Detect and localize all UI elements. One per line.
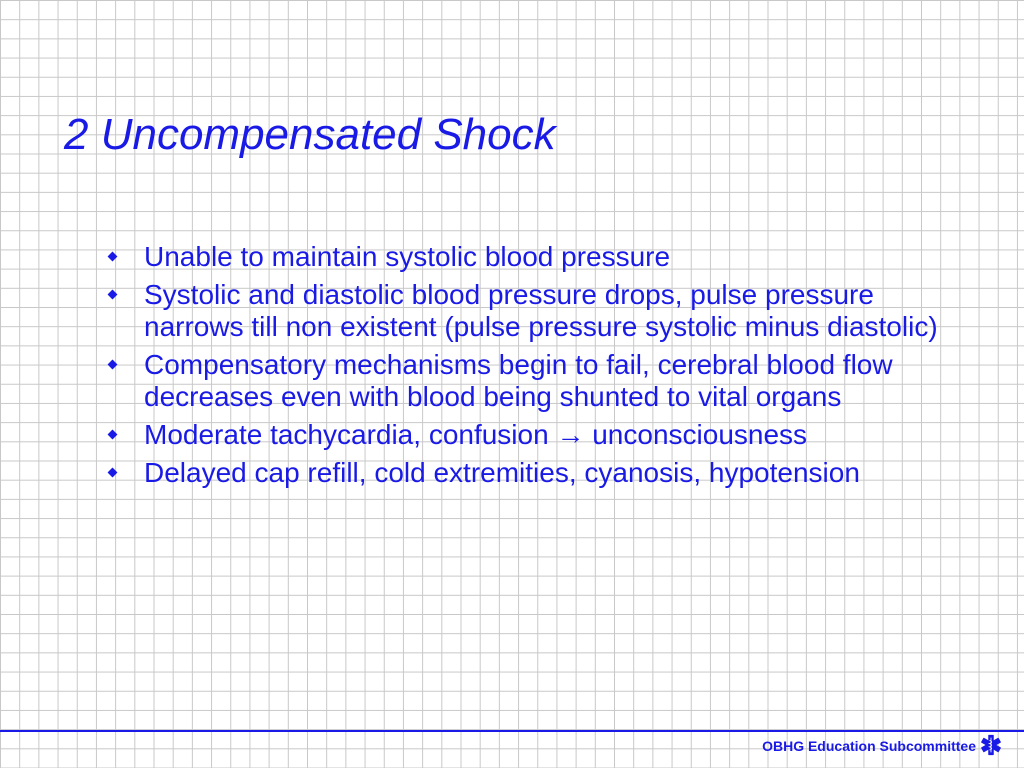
diamond-bullet-icon — [108, 360, 118, 370]
bullet-text: Compensatory mechanisms begin to fail, cerebral blood flow decreases even with blood being shunted to vital organs — [144, 349, 893, 412]
diamond-bullet-icon — [108, 290, 118, 300]
slide-title: 2 Uncompensated Shock — [64, 110, 556, 159]
diamond-bullet-icon — [108, 252, 118, 262]
bullet-item — [106, 279, 956, 343]
bullet-item — [106, 457, 956, 489]
diamond-bullet-icon — [108, 468, 118, 478]
star-of-life-icon — [980, 734, 1002, 756]
footer-organization: OBHG Education Subcommittee — [762, 738, 976, 754]
bullet-text: Delayed cap refill, cold extremities, cyanosis, hypotension — [144, 457, 860, 488]
bullet-text: Systolic and diastolic blood pressure drops, pulse pressure narrows till non existent (pulse pressure systolic minus diastolic) — [144, 279, 938, 342]
bullet-item — [106, 241, 956, 273]
bullet-list — [106, 241, 956, 495]
bullet-item — [106, 419, 956, 451]
bullet-item — [106, 349, 956, 413]
bullet-text: Unable to maintain systolic blood pressure — [144, 241, 671, 272]
diamond-bullet-icon — [108, 430, 118, 440]
footer-divider — [0, 730, 1024, 732]
bullet-text: Moderate tachycardia, confusion → unconsciousness — [144, 419, 808, 450]
